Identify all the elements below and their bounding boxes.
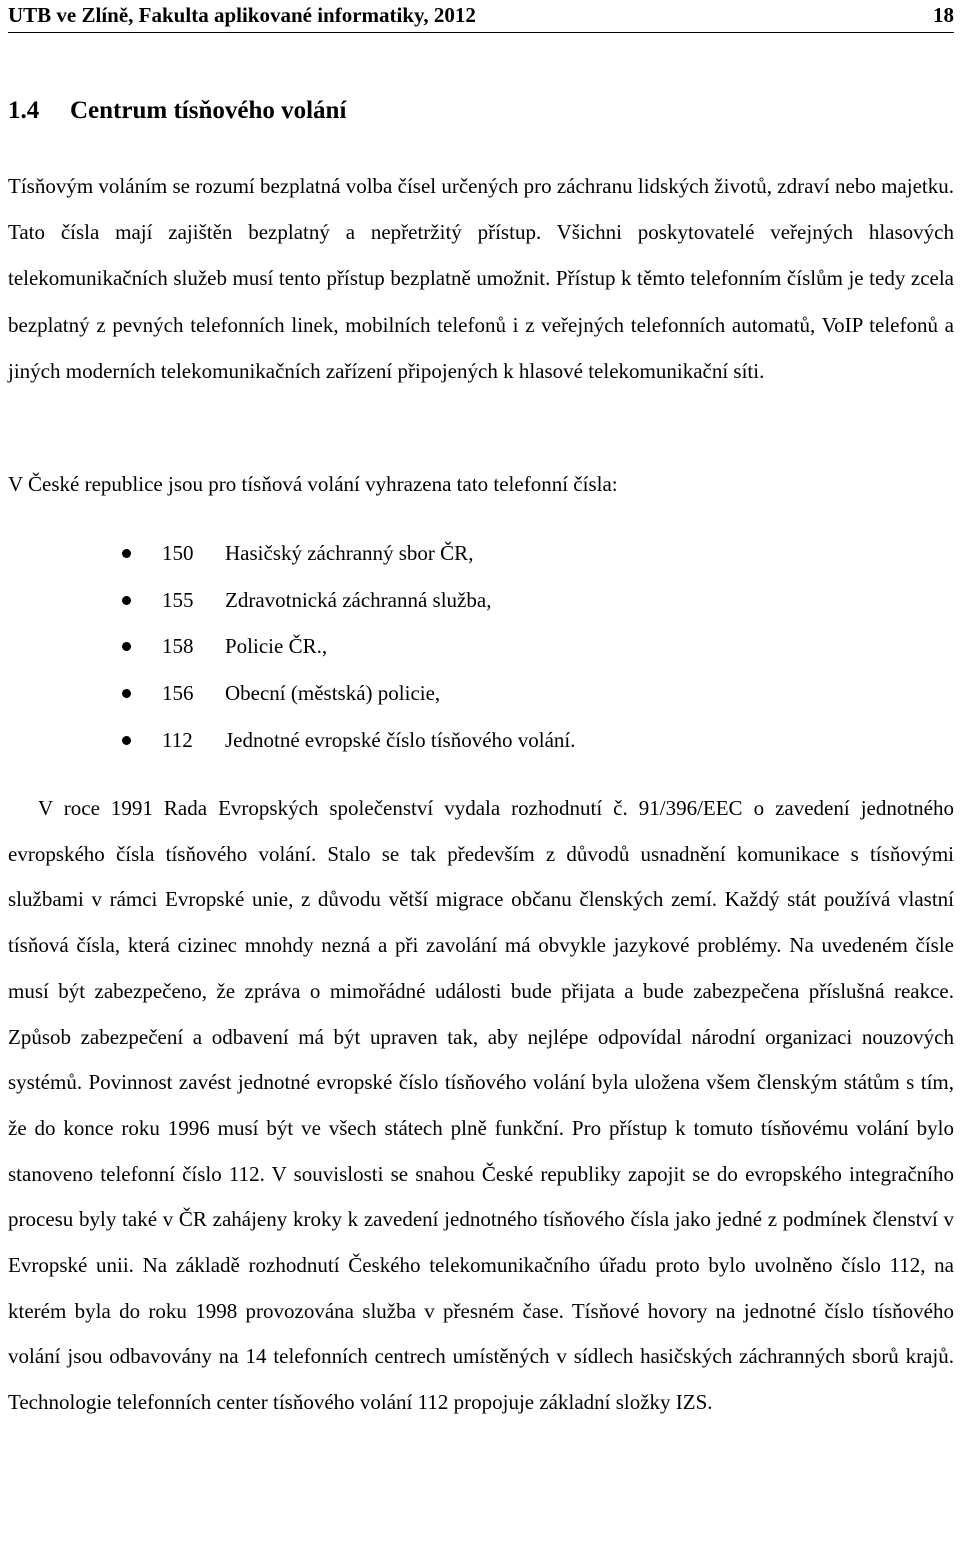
bullet-icon (122, 642, 131, 651)
list-item (8, 717, 576, 764)
list-intro-paragraph: V České republice jsou pro tísňová volání vyhrazena tato telefonní čísla: (8, 472, 618, 496)
history-paragraph: V roce 1991 Rada Evropských společenství vydala rozhodnutí č. 91/396/EEC o zavedení jednotného evropského čísla tísňového volání. Stalo se tak především z důvodů usnadnění komunikace s tísňovými službami v rámci Evropské unie, z důvodu větší migrace občanu členských zemí. Každý stát používá vlastní tísňová čísla, která cizinec mnohdy nezná a při zavolání má obvykle jazykové problémy. Na uvedeném čísle musí být zabezpečeno, že zpráva o mimořádné události bude přijata a bude zabezpečena příslušná reakce. Způsob zabezpečení a odbavení má být upraven tak, aby nejlépe odpovídal národní organizaci nouzových systémů. Povinnost zavést jednotné evropské číslo tísňového volání byla uložena všem členským státům s tím, že do konce roku 1996 musí být ve všech státech plně funkční. Pro přístup k tomuto tísňovému volání bylo stanoveno telefonní číslo 112. V souvislosti se snahou České republiky zapojit se do evropského integračního procesu byly také v ČR zahájeny kroky k zavedení jednotného tísňového čísla jako jedné z podmínek členství v Evropské unii. Na základě rozhodnutí Českého telekomunikačního úřadu proto bylo uvolněno číslo 112, na kterém byla do roku 1998 provozována služba v přesném čase. Tísňové hovory na jednotné číslo tísňového volání jsou odbavovány na 14 telefonních centrech umístěných v sídlech hasičských záchranných sborů krajů. Technologie telefonních center tísňového volání 112 propojuje základní složky IZS. (8, 796, 954, 1415)
header-rule (8, 32, 954, 33)
emergency-service: Jednotné evropské číslo tísňového volání. (225, 728, 576, 753)
list-item (8, 624, 576, 671)
bullet-icon (122, 736, 131, 745)
emergency-service: Obecní (městská) policie, (225, 681, 441, 706)
bullet-icon (122, 596, 131, 605)
emergency-code: 150 (162, 540, 194, 565)
emergency-number-list (8, 530, 576, 764)
section-title: Centrum tísňového volání (70, 97, 347, 124)
intro-paragraph: Tísňovým voláním se rozumí bezplatná volba čísel určených pro záchranu lidských životů, zdraví nebo majetku. Tato čísla mají zajištěn bezplatný a nepřetržitý přístup. Všichni poskytovatelé veřejných hlasových telekomunikačních služeb musí tento přístup bezplatně umožnit. Přístup k těmto telefonním číslům je tedy zcela bezplatný z pevných telefonních linek, mobilních telefonů i z veřejných telefonních automatů, VoIP telefonů a jiných moderních telekomunikačních zařízení připojených k hlasové telekomunikační síti. (8, 174, 954, 383)
running-header (8, 3, 954, 29)
emergency-service: Hasičský záchranný sbor ČR, (225, 540, 474, 565)
header-title: UTB ve Zlíně, Fakulta aplikované informatiky, 2012 (8, 3, 476, 27)
list-item (8, 530, 576, 577)
emergency-code: 112 (162, 728, 193, 753)
bullet-icon (122, 549, 131, 558)
list-item (8, 670, 576, 717)
bullet-icon (122, 689, 131, 698)
emergency-code: 156 (162, 681, 194, 706)
emergency-code: 155 (162, 587, 194, 612)
emergency-service: Policie ČR., (225, 634, 328, 659)
page-number: 18 (933, 3, 954, 27)
emergency-code: 158 (162, 634, 194, 659)
emergency-service: Zdravotnická záchranná služba, (225, 587, 492, 612)
section-heading (8, 96, 346, 126)
list-item (8, 577, 576, 624)
section-number: 1.4 (8, 97, 40, 124)
